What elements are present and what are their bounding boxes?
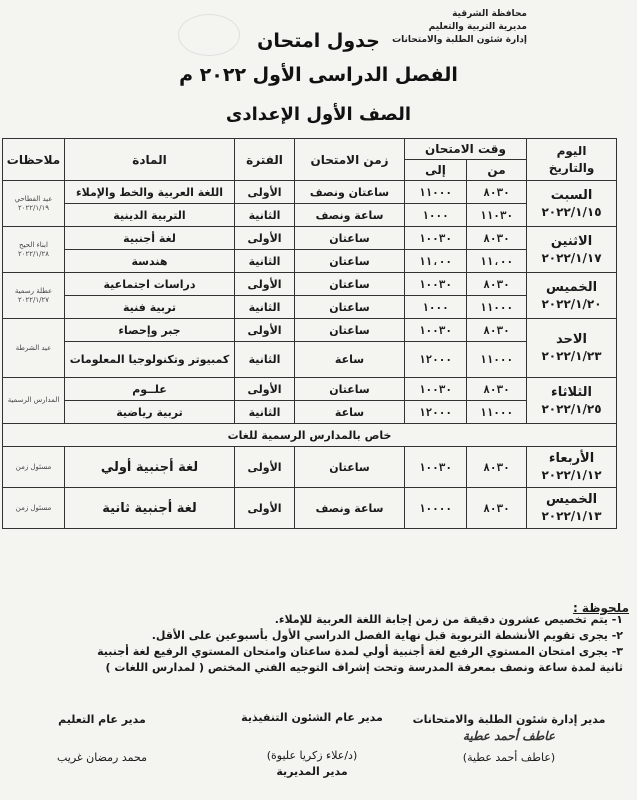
document-title: جدول امتحان (257, 30, 380, 52)
subject-cell: لغة أجنبية ثانية (65, 488, 235, 529)
period-cell: الأولى (235, 273, 295, 296)
signature-block (22, 712, 182, 766)
day-cell: السبت ٢٠٢٢/١/١٥ (527, 181, 617, 227)
note-item: ٢- يجرى تقويم الأنشطة التربوية قبل نهاية الفصل الدراسي الأول بأسبوعين على الأقل. (151, 629, 623, 642)
to-cell: ١٠٠٠ (405, 296, 467, 319)
to-cell: ١٠٠٣٠ (405, 227, 467, 250)
table-row (3, 273, 617, 296)
day-cell: الخميس ٢٠٢٢/١/٢٠ (527, 273, 617, 319)
duration-cell: ساعة ونصف (295, 488, 405, 529)
from-cell: ١١٠٠٠ (467, 401, 527, 424)
duration-cell: ساعتان (295, 273, 405, 296)
to-cell: ١٠٠٠ (405, 204, 467, 227)
from-cell: ٨٠٣٠ (467, 227, 527, 250)
notes-cell: مسئول زمن (3, 447, 65, 488)
from-cell: ١١،٠٠ (467, 250, 527, 273)
period-cell: الأولى (235, 227, 295, 250)
subject-cell: التربية الدينية (65, 204, 235, 227)
signature-scribble: عاطف أحمد عطية (462, 729, 556, 743)
period-cell: الأولى (235, 181, 295, 204)
day-cell: الأربعاء ٢٠٢٢/١/١٢ (527, 447, 617, 488)
header-to: إلى (405, 160, 467, 181)
header-day: اليوم والتاريخ (527, 139, 617, 181)
day-cell: الثلاثاء ٢٠٢٢/١/٢٥ (527, 378, 617, 424)
table-row (3, 181, 617, 204)
table-row (3, 204, 617, 227)
notes-cell: مسئول زمن (3, 488, 65, 529)
table-row (3, 447, 617, 488)
period-cell: الأولى (235, 488, 295, 529)
table-row (3, 296, 617, 319)
signature-scribble (22, 728, 182, 750)
note-item: ٣- يجرى امتحان المستوي الرفيع لغة أجنبية أولي لمدة ساعتان وامتحان المستوي الرفيع لغة أجنبية (97, 645, 623, 658)
day-cell: الاثنين ٢٠٢٢/١/١٧ (527, 227, 617, 273)
subject-cell: هندسة (65, 250, 235, 273)
subject-cell: علــوم (65, 378, 235, 401)
table-row (3, 250, 617, 273)
table-row (3, 227, 617, 250)
from-cell: ١١٠٣٠ (467, 204, 527, 227)
signature-block (409, 712, 609, 766)
from-cell: ١١٠٠٠ (467, 342, 527, 378)
table-row (3, 488, 617, 529)
table-row (3, 401, 617, 424)
duration-cell: ساعتان (295, 227, 405, 250)
signature-name: (عاطف أحمد عطية) (462, 751, 556, 764)
table-row (3, 319, 617, 342)
to-cell: ١٠٠٣٠ (405, 319, 467, 342)
period-cell: الأولى (235, 378, 295, 401)
from-cell: ٨٠٣٠ (467, 378, 527, 401)
table-row (3, 342, 617, 378)
from-cell: ٨٠٣٠ (467, 181, 527, 204)
subject-cell: لغة أجنبية أولي (65, 447, 235, 488)
subject-cell: دراسات اجتماعية (65, 273, 235, 296)
signature-name: (د/علاء زكريا عليوة) (266, 749, 358, 762)
subject-cell: كمبيوتر وتكنولوجيا المعلومات (65, 342, 235, 378)
to-cell: ١٢٠٠٠ (405, 342, 467, 378)
subject-cell: تربية فنية (65, 296, 235, 319)
note-item: ثانية لمدة ساعة ونصف بمعرفة المدرسة وتحت إشراف التوجيه الفني المختص ( لمدارس اللغات ) (105, 661, 623, 674)
period-cell: الثانية (235, 250, 295, 273)
note-item: ١- يتم تخصيص عشرون دقيقة من زمن إجابة اللغة العربية للإملاء. (274, 613, 623, 626)
to-cell: ١٢٠٠٠ (405, 401, 467, 424)
header-exam-time: وقت الامتحان (405, 139, 527, 160)
from-cell: ٨٠٣٠ (467, 319, 527, 342)
period-cell: الأولى (235, 319, 295, 342)
exam-schedule-table (2, 138, 617, 529)
from-cell: ٨٠٣٠ (467, 447, 527, 488)
signature-extra: مدير المديرية (276, 765, 348, 778)
signature-block (222, 710, 402, 780)
duration-cell: ساعة (295, 342, 405, 378)
notes-cell: عيد الشرطة (3, 319, 65, 378)
header-notes: ملاحظات (3, 139, 65, 181)
period-cell: الأولى (235, 447, 295, 488)
day-cell: الخميس ٢٠٢٢/١/١٣ (527, 488, 617, 529)
term-title: الفصل الدراسى الأول ٢٠٢٢ م (179, 64, 458, 86)
authority-line: مديرية التربية والتعليم (428, 22, 527, 32)
signature-role: مدير عام الشئون التنفيذية (241, 711, 383, 724)
header-duration: زمن الامتحان (295, 139, 405, 181)
duration-cell: ساعة ونصف (295, 204, 405, 227)
from-cell: ٨٠٣٠ (467, 488, 527, 529)
to-cell: ١١،٠٠ (405, 250, 467, 273)
period-cell: الثانية (235, 342, 295, 378)
duration-cell: ساعتان (295, 250, 405, 273)
signature-name: محمد رمضان غريب (57, 751, 147, 764)
period-cell: الثانية (235, 401, 295, 424)
notes-title: ملحوظة : (572, 601, 629, 615)
signature-role: مدير عام التعليم (58, 713, 146, 726)
header-subject: المادة (65, 139, 235, 181)
duration-cell: ساعتان ونصف (295, 181, 405, 204)
to-cell: ١٠٠٣٠ (405, 378, 467, 401)
to-cell: ١٠٠٣٠ (405, 447, 467, 488)
header-period: الفترة (235, 139, 295, 181)
subject-cell: تربية رياضية (65, 401, 235, 424)
special-section-header: خاص بالمدارس الرسمية للغات (3, 424, 617, 447)
signature-role: مدير إدارة شئون الطلبة والامتحانات (412, 713, 606, 726)
from-cell: ١١٠٠٠ (467, 296, 527, 319)
subject-cell: اللغة العربية والخط والإملاء (65, 181, 235, 204)
signature-scribble (222, 726, 402, 748)
duration-cell: ساعتان (295, 447, 405, 488)
duration-cell: ساعة (295, 401, 405, 424)
table-row (3, 378, 617, 401)
to-cell: ١١٠٠٠ (405, 181, 467, 204)
header-from: من (467, 160, 527, 181)
notes-cell: المدارس الرسمية (3, 378, 65, 424)
duration-cell: ساعتان (295, 378, 405, 401)
duration-cell: ساعتان (295, 296, 405, 319)
to-cell: ١٠٠٠٠ (405, 488, 467, 529)
authority-line: إدارة شئون الطلبة والامتحانات (392, 35, 527, 45)
subject-cell: لغة أجنبية (65, 227, 235, 250)
subject-cell: جبر وإحصاء (65, 319, 235, 342)
notes-cell: ابناء الحيح ٢٠٢٢/١/٢٨ (3, 227, 65, 273)
authority-line: محافظة الشرقية (452, 9, 527, 19)
duration-cell: ساعتان (295, 319, 405, 342)
notes-cell: عطلة رسمية ٢٠٢٢/١/٢٧ (3, 273, 65, 319)
period-cell: الثانية (235, 204, 295, 227)
from-cell: ٨٠٣٠ (467, 273, 527, 296)
day-cell: الاحد ٢٠٢٢/١/٢٣ (527, 319, 617, 378)
notes-cell: عيد الفطاحي ٢٠٢٢/١/١٩ (3, 181, 65, 227)
grade-title: الصف الأول الإعدادى (225, 104, 412, 125)
notes-list (7, 612, 623, 676)
table-row (3, 424, 617, 447)
period-cell: الثانية (235, 296, 295, 319)
to-cell: ١٠٠٣٠ (405, 273, 467, 296)
